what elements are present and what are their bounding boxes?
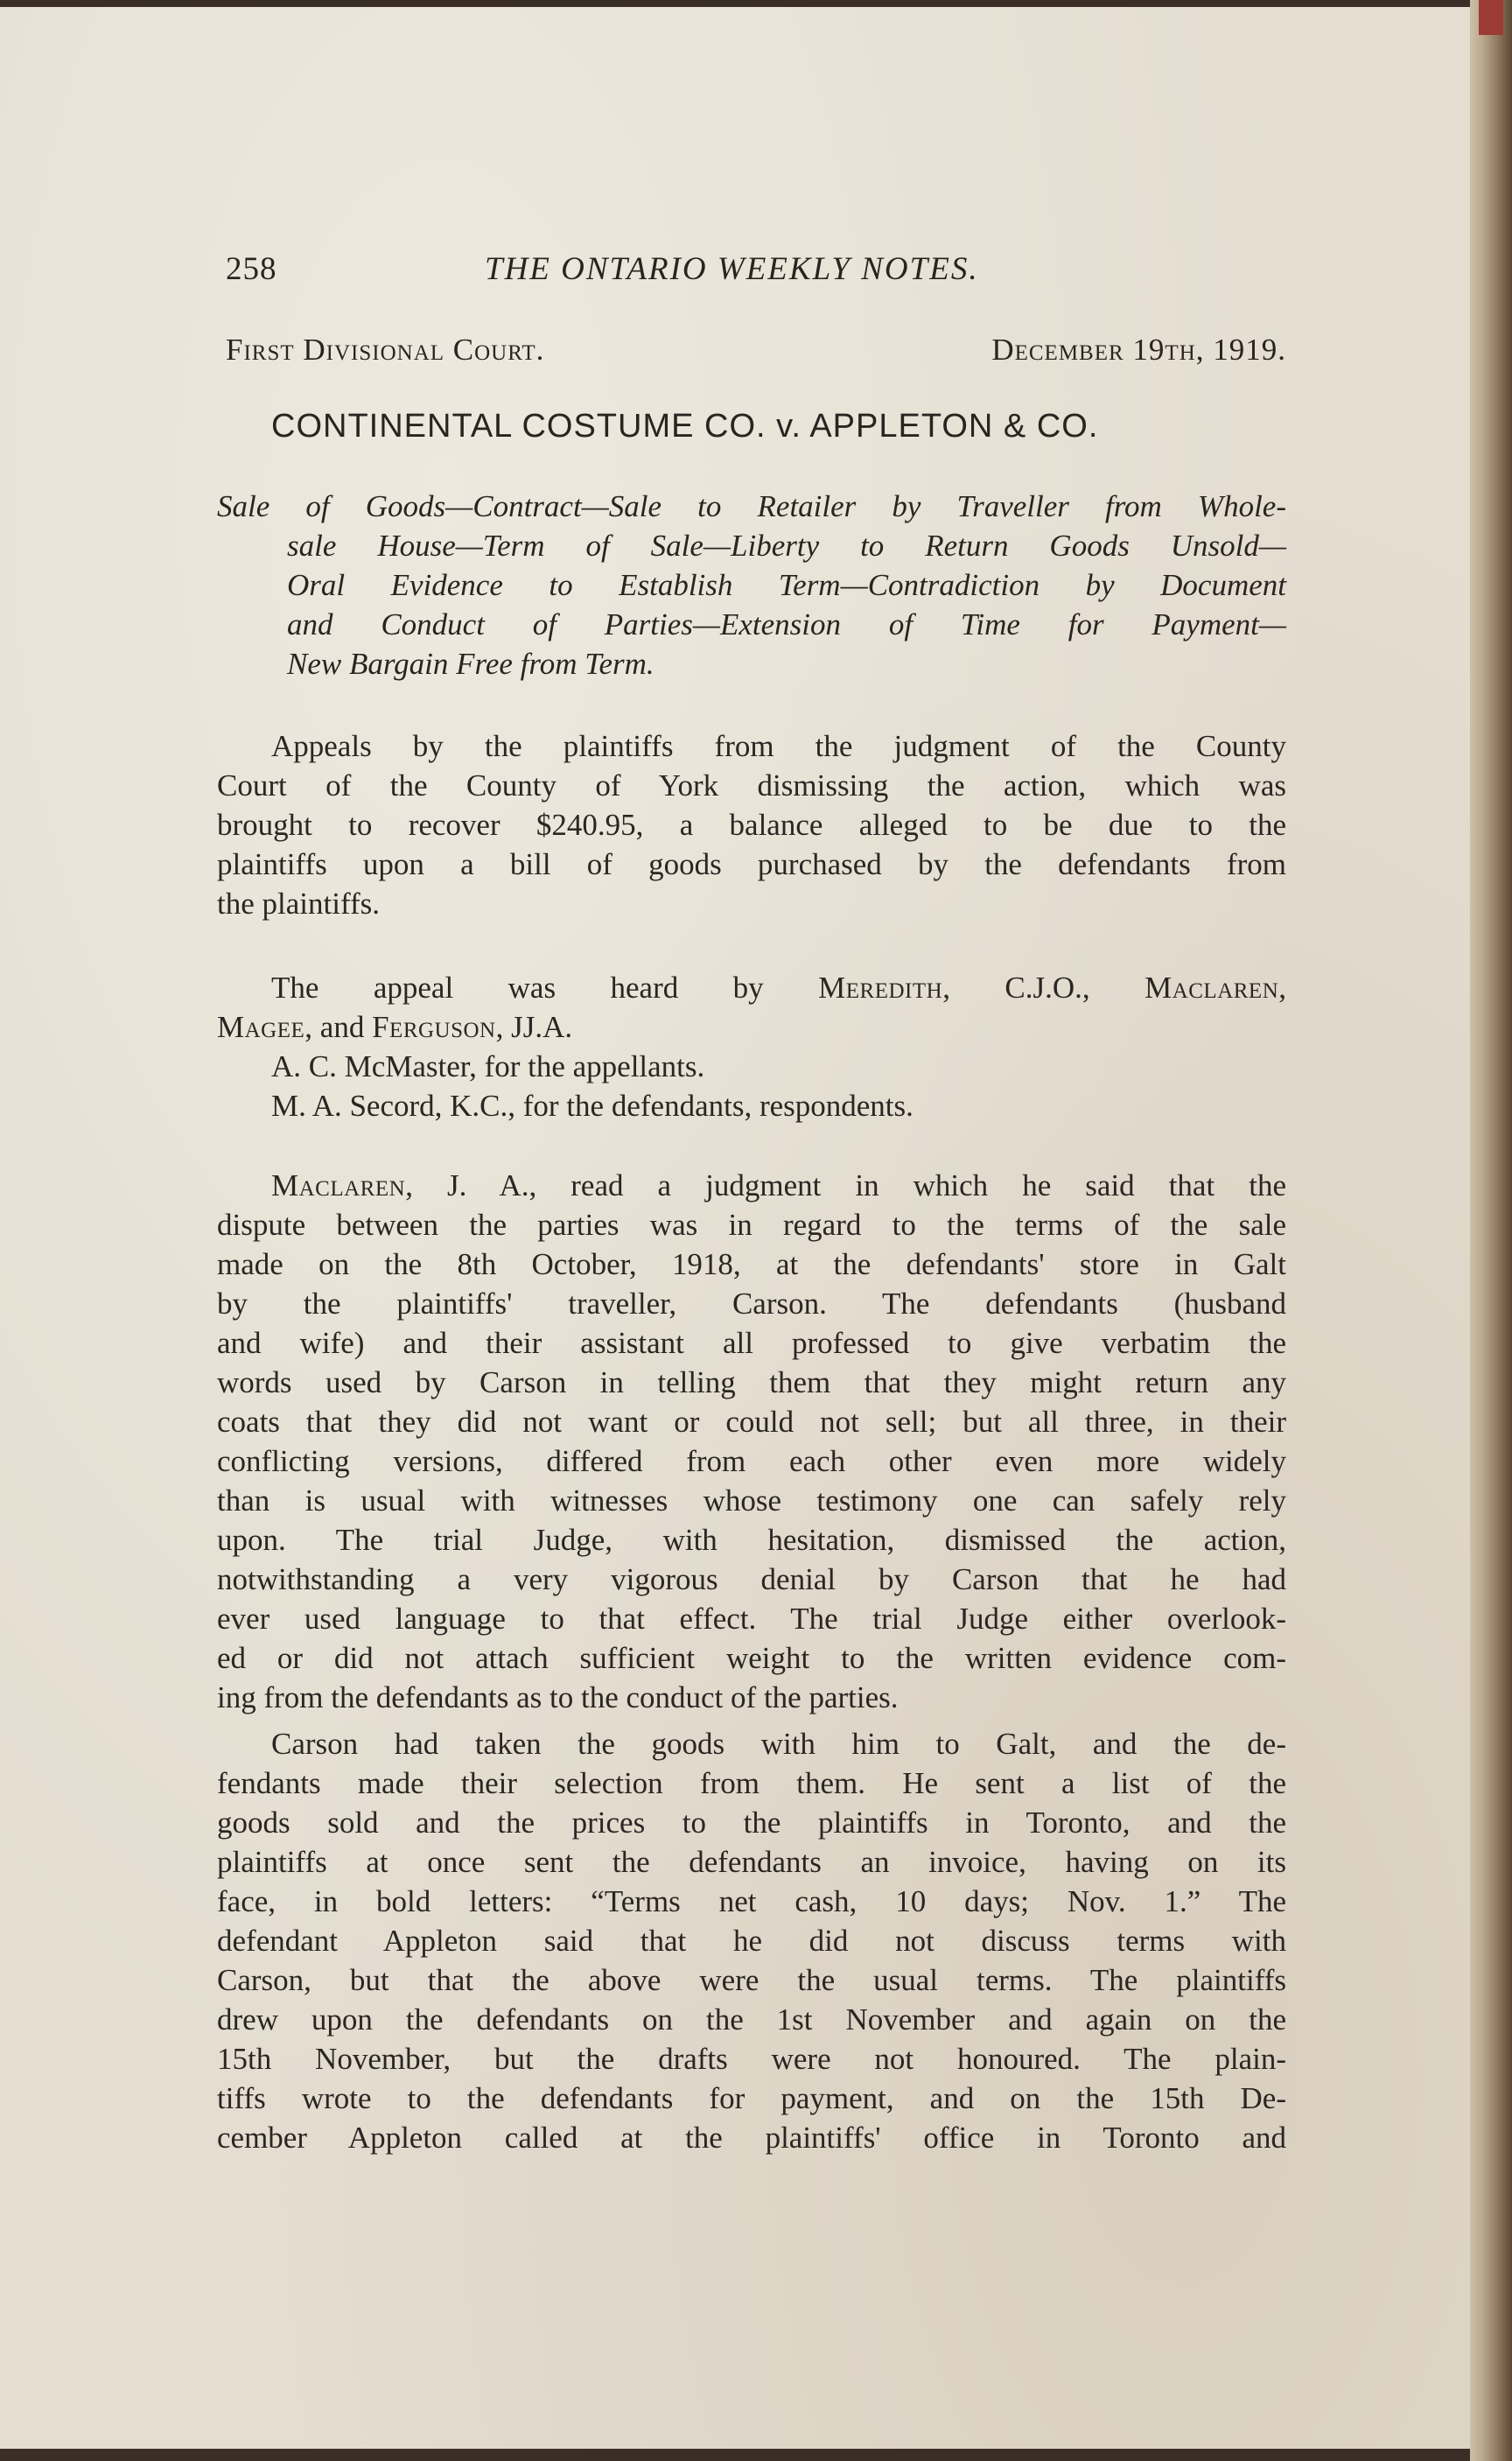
conjunction: , and [304,1010,365,1044]
text-line: upon. The trial Judge, with hesitation, dismissed the action, [217,1523,1286,1557]
text-line: plaintiffs at once sent the defendants an invoice, having on its [217,1845,1286,1879]
judge-name: Maclaren [1144,971,1279,1005]
text-line: ever used language to that effect. The trial Judge either overlook- [217,1602,1286,1636]
judgment-opening: , J. A., read a judgment in which he said that the [405,1168,1286,1202]
counsel-appellants: A. C. McMaster, for the appellants. [271,1049,705,1083]
judgment-paragraph [217,1166,1286,1717]
text-line: 15th November, but the drafts were not honoured. The plain- [217,2042,1286,2076]
headnote-line: and Conduct of Parties—Extension of Time for Payment— [287,607,1286,642]
judgment-date: December 19th, 1919. [991,333,1286,367]
text-line: goods sold and the prices to the plaintiffs in Toronto, and the [217,1805,1286,1840]
headnote-line: sale House—Term of Sale—Liberty to Return Goods Unsold— [287,529,1286,563]
running-head [226,250,1276,294]
court-name: First Divisional Court. [226,333,545,367]
text-line: made on the 8th October, 1918, at the defendants' store in Galt [217,1247,1286,1281]
judge-title: , JJ.A. [495,1010,573,1044]
text-line [217,968,1286,1007]
text-line: and wife) and their assistant all professed to give verbatim the [217,1326,1286,1360]
bookmark-ribbon [1479,0,1503,35]
text-line: words used by Carson in telling them that they might return any [217,1365,1286,1399]
text-line: Carson, but that the above were the usual terms. The plaintiffs [217,1963,1286,1997]
text-line: brought to recover $240.95, a balance alleged to be due to the [217,808,1286,842]
text-line: Carson had taken the goods with him to Galt, and the de- [271,1727,1286,1761]
hearing-intro: The appeal was heard by [271,971,764,1005]
judge-name: Meredith [818,971,943,1005]
journal-title: THE ONTARIO WEEKLY NOTES. [485,251,979,287]
text-line: face, in bold letters: “Terms net cash, 10 days; Nov. 1.” The [217,1884,1286,1918]
judge-title: , C.J.O., [942,971,1090,1005]
court-line [226,333,1286,376]
headnote-line: New Bargain Free from Term. [287,647,654,681]
headnote-line: Oral Evidence to Establish Term—Contradiction by Document [287,568,1286,602]
book-edge [1470,0,1512,2461]
text-line [217,1007,1286,1047]
text-line: Court of the County of York dismissing the action, which was [217,768,1286,803]
judge-name: Magee [217,1010,305,1044]
appeal-paragraph [217,726,1286,923]
text-line: Appeals by the plaintiffs from the judgment of the County [271,729,1286,763]
headnote-line: Sale of Goods—Contract—Sale to Retailer by Traveller from Whole- [217,489,1286,523]
text-line: ed or did not attach sufficient weight to the written evidence com- [217,1641,1286,1675]
judge-name: Ferguson [372,1010,496,1044]
text-line: than is usual with witnesses whose testimony one can safely rely [217,1483,1286,1518]
punctuation: , [1278,971,1287,1005]
hearing-paragraph [217,968,1286,1125]
text-line [217,1166,1286,1205]
page-number: 258 [226,251,277,287]
text-line: defendant Appleton said that he did not discuss terms with [217,1924,1286,1958]
text-line: conflicting versions, differed from each other even more widely [217,1444,1286,1478]
text-line: dispute between the parties was in regard to the terms of the sale [217,1208,1286,1242]
text-line: coats that they did not want or could not sell; but all three, in their [217,1405,1286,1439]
text-line: fendants made their selection from them. He sent a list of the [217,1766,1286,1800]
text-line: tiffs wrote to the defendants for payment, and on the 15th De- [217,2081,1286,2115]
text-line: the plaintiffs. [217,887,380,921]
text-line: cember Appleton called at the plaintiffs' office in Toronto and [217,2121,1286,2155]
text-line: ing from the defendants as to the conduct of the parties. [217,1680,899,1714]
text-line: drew upon the defendants on the 1st November and again on the [217,2002,1286,2037]
text-line: notwithstanding a very vigorous denial by Carson that he had [217,1562,1286,1596]
text-line: by the plaintiffs' traveller, Carson. The defendants (husband [217,1287,1286,1321]
case-title: CONTINENTAL COSTUME CO. v. APPLETON & CO. [271,408,1099,445]
headnote [217,487,1286,684]
judge-name: Maclaren [271,1168,406,1202]
counsel-respondents: M. A. Secord, K.C., for the defendants, respondents. [271,1089,914,1123]
book-page [0,7,1479,2449]
facts-paragraph [217,1724,1286,2157]
text-line: plaintiffs upon a bill of goods purchased by the defendants from [217,847,1286,881]
